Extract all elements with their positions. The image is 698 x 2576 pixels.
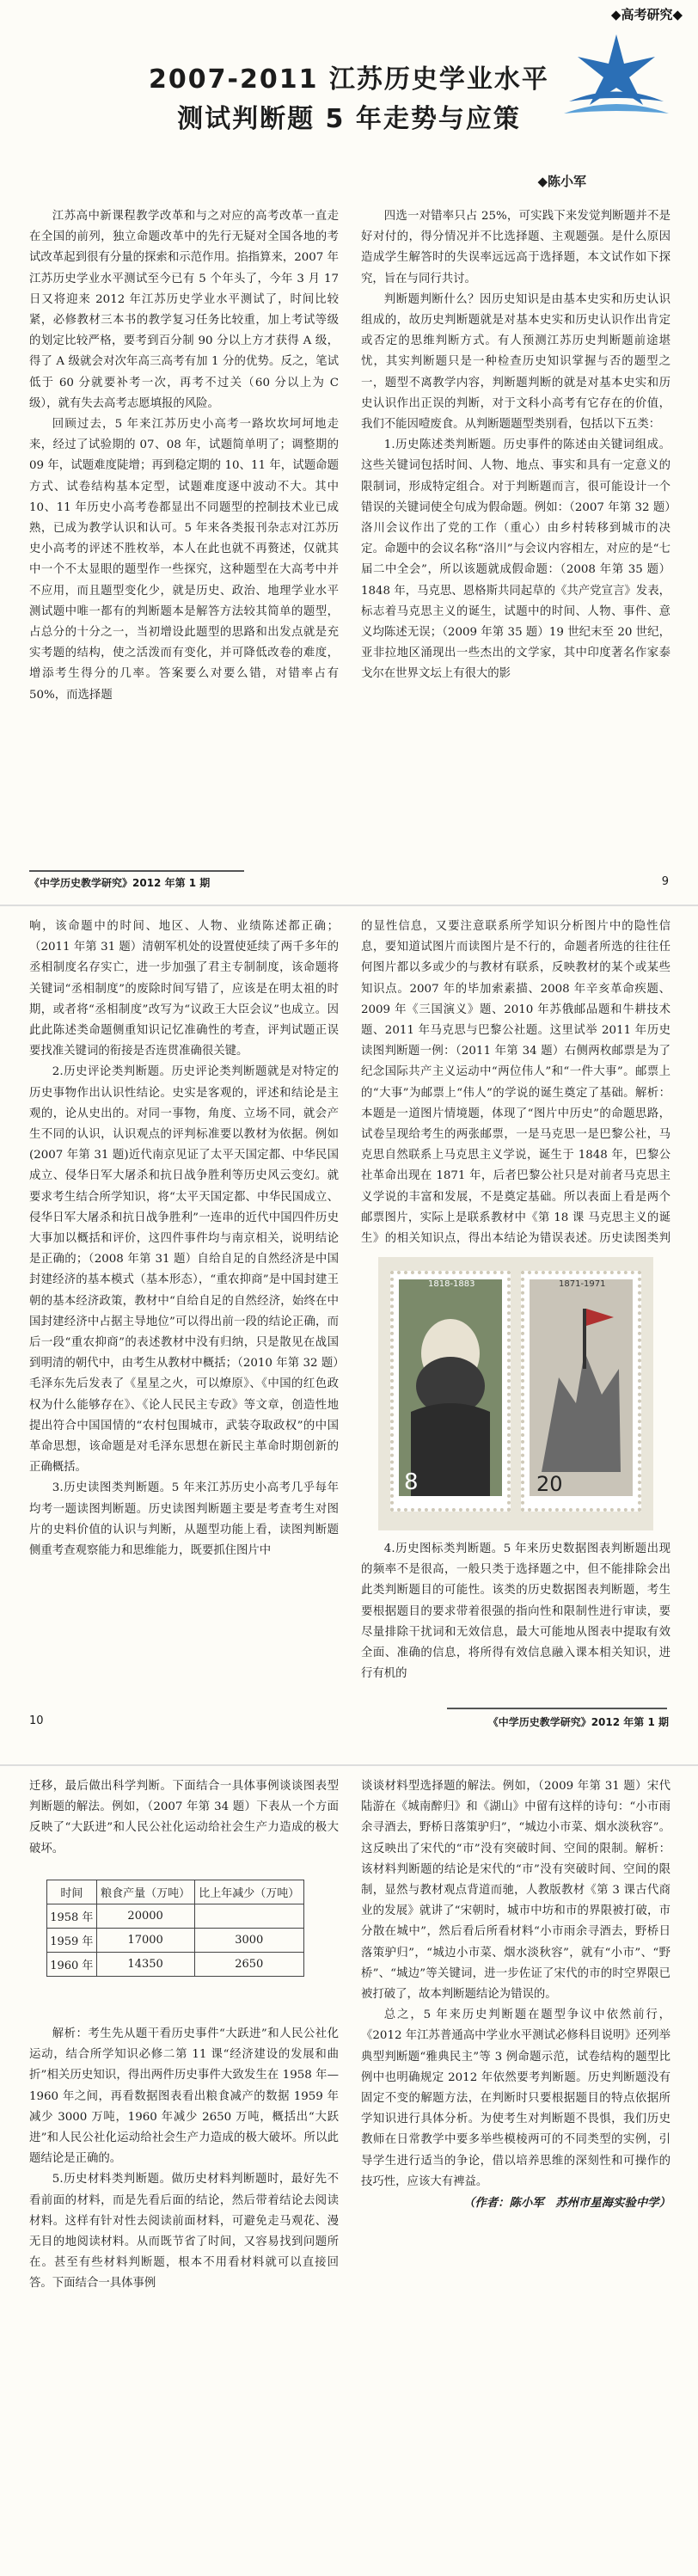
stamp-caption: 1871-1971 — [559, 1279, 606, 1289]
table-row — [47, 1929, 304, 1953]
column-right-bottom — [361, 1539, 670, 1708]
title-line-2: 测试判断题 5 年走势与应策 — [177, 104, 521, 134]
paragraph: 江苏高中新课程教学改革和与之对应的高考改革一直走在全国的前列，独立命题改革中的先行无疑对全国各地的考试改革起到很有分量的探索和示范作用。掐指算来，2007 年江苏历史学业水平测试至今已有 5 个年头了，今年 3 月 17 日又将迎来 2012 年江苏历史学业水平测试了，时间比较紧，必修教材三本书的教学复习任务比较重，加上考试等级的划定比较严格，要考到百分制 90 分以上方才获得 A 级，得了 A 级就会对次年高三高考有加 1 分的优势。反之，笔试低于 60 分就要补考一次，再考不过关（60 分以上为 C 级），就有失去高考志愿填报的风险。 — [29, 210, 339, 410]
column-left-bottom — [29, 2024, 339, 2523]
table-cell — [194, 1904, 303, 1929]
author-byline: ◆陈小军 — [537, 174, 586, 189]
table-cell: 3000 — [194, 1929, 303, 1953]
paragraph: 响，该命题中的时间、地区、人物、业绩陈述都正确；（2011 年第 31 题）清朝军机处的设置使延续了两千多年的丞相制度名存实亡，进一步加强了君主专制制度，该命题将关键词“丞相制度”的废除时间写错了，应该是在明太祖的时期，或者将“丞相制度”改写为“议政王大臣会议”也成立。因此此陈述类命题侧重知识记忆准确性的考查，评判试题正误要找准关键词的衔接是否连贯准确很关键。 — [29, 920, 339, 1058]
table-cell: 1958 年 — [47, 1904, 97, 1929]
column-right — [361, 1776, 670, 2516]
footer-rule — [447, 1708, 667, 1709]
table-cell: 20000 — [96, 1904, 194, 1929]
grain-output-table — [46, 1880, 304, 1977]
page-11 — [0, 1764, 698, 2576]
page-9 — [0, 0, 698, 905]
article-title — [0, 60, 698, 139]
table-cell: 2650 — [194, 1953, 303, 1977]
marx-portrait-icon — [394, 1274, 507, 1508]
page-number: 10 — [29, 1714, 44, 1727]
journal-footer: 《中学历史教学研究》2012 年第 1 期 — [487, 1716, 669, 1728]
paragraph: 判断题判断什么？因历史知识是由基本史实和历史认识组成的，故历史判断题就是对基本史实和历史认识作出肯定或否定的思维判断方式。有人预测江苏历史判断题前途堪忧，其实判断题只是一种检查历史知识掌握与否的题型之一，题型不离教学内容，判断题判断的就是对基本史实和历史认识作出正误的判断，对于文科小高考有它存在的价值，我们不能因噎废食。从判断题题型类别看，包括以下五类： — [361, 292, 670, 432]
column-right-top — [361, 917, 670, 1250]
table-header-row — [47, 1880, 304, 1904]
table-header: 时间 — [47, 1880, 97, 1904]
journal-footer: 《中学历史教学研究》2012 年第 1 期 — [29, 877, 211, 889]
paris-commune-stamp — [521, 1271, 641, 1512]
paragraph: 的显性信息，又要注意联系所学知识分析图片中的隐性信息，要知道试图片而读图片是不行的，命题者所选的往往任何图片都以多或少的与教材有联系，反映教材的某个或某些知识点。2007 年的毕加索素描、2008 年辛亥革命疾题、2009 年《三国演义》题、2010 年苏俄邮品题和牛耕技术题、2011 年马克思与巴黎公社题。这里试举 2011 年历史读图判断题一例：（2011 年第 34 题）右侧两枚邮票是为了纪念国际共产主义运动中“两位伟人”和“一件大事”。邮票上的“大事”为邮票上“伟人”的学说的诞生奠定了基础。解析：本题是一道图片情境题，体现了“图片中历史”的命题思路，试卷呈现给考生的两张邮票，一是马克思一是巴黎公社，马克思自然联系上马克思主义学说，诞生于 1848 年，巴黎公社革命出现在 1871 年，后者巴黎公社只是对前者马克思主义学说的丰富和发展，不是奠定基础。所以表面上看是两个邮票图片，实际上是联系教材中《第 18 课 马克思主义的诞生》的相关知识点，得出本结论为错误表述。历史读图类判 — [361, 920, 670, 1246]
paragraph: 四选一对错率只占 25%，可实践下来发觉判断题并不是好对付的，得分情况并不比选择题、主观题强。是什么原因造成学生解答时的失误率远远高于选择题，本文试作如下探究，旨在与同行共讨。 — [361, 210, 670, 285]
table-cell: 1959 年 — [47, 1929, 97, 1953]
table-row — [47, 1953, 304, 1977]
paragraph: 解析：考生先从题干看历史事件“大跃进”和人民公社化运动，结合所学知识必修二第 11 课“经济建设的发展和曲折”相关历史知识，得出两件历史事件大致发生在 1958 年—1960 年之间，再看数据图表看出粮食减产的数据 1959 年减少 3000 万吨，1960 年减少 2650 万吨，概括出“大跃进”和人民公社化运动给社会生产力造成的极大破坏。所以此题结论是正确的。 — [29, 2027, 339, 2166]
table-row — [47, 1904, 304, 1929]
stamp-figure — [378, 1257, 653, 1530]
page-10 — [0, 905, 698, 1764]
stamp-value: 20 — [536, 1472, 563, 1496]
footer-rule — [29, 870, 244, 872]
paragraph: 总之，5 年来历史判断题在题型争议中依然前行，《2012 年江苏普通高中学业水平测试必修科目说明》还列举典型判断题“雅典民主”等 3 例命题示范，试卷结构的题型比例中也明确规定 2012 年依然要考判断题。历史判断题没有固定不变的解题方法，在判断时只要根据题目的特点依据所学知识进行具体分析。为使考生对判断题不畏惧，我们历史教师在日常教学中要多举些模棱两可的不同类型的实例，引导学生进行适当的争论，借以培养思维的深刻性和可操作的技巧性，应该大有裨益。 — [361, 2009, 670, 2188]
table-cell: 17000 — [96, 1929, 194, 1953]
table-cell: 1960 年 — [47, 1953, 97, 1977]
commune-scene-icon — [524, 1274, 638, 1508]
table-header: 比上年减少（万吨） — [194, 1880, 303, 1904]
author-signature: （作者：陈小军 苏州市星海实验中学） — [462, 2196, 670, 2211]
paragraph: 2.历史评论类判断题。历史评论类判断题就是对特定的历史事物作出认识性结论。史实是客观的，评述和结论是主观的，论从史出的。对同一事物，角度、立场不同，就会产生不同的认识，认识观点的评判标准要以教材为依据。例如(2007 年第 31 题)近代南京见证了太平天国定都、中华民国成立、侵华日军大屠杀和抗日战争胜利等历史风云变幻。就要求考生结合所学知识，将“太平天国定都、中华民国成立、侵华日军大屠杀和抗日战争胜利”一连串的近代中国四件历史大事加以概括和评价，这四件事件均与南京相关，说明结论是正确的；（2008 年第 31 题）自给自足的自然经济是中国封建经济的基本模式（基本形态），“重农抑商”是中国封建王朝的基本经济政策，教材中“自给自足的自然经济，始终在中国封建经济中占据主导地位”可以得出前一段的结论正确，而后一段“重农抑商”的表述教材中没有归纳，只是散见在战国到明清的朝代中，由考生从教材中概括；（2010 年第 32 题）毛泽东先后发表了《星星之火，可以燎原》、《中国的红色政权为什么能够存在》、《论人民民主专政》等文章，创造性地提出符合中国国情的“农村包围城市，武装夺取政权”的中国革命思想，该命题是对毛泽东思想在新民主革命时期创新的正确概括。 — [29, 1065, 339, 1475]
table-cell: 14350 — [96, 1953, 194, 1977]
paragraph: 谈谈材料型选择题的解法。例如，（2009 年第 31 题）宋代陆游在《城南醉归》和《湖山》中留有这样的诗句：“小市雨余寻酒去，野桥日落策驴归”，“城边小市菜、烟水淡秋容”。这反映出了宋代的“市”没有突破时间、空间的限制。解析：该材料判断题的结论是宋代的“市”没有突破时间、空间的限制，显然与教材观点背道而驰，人教版教材《第 3 课古代商业的发展》就讲了“宋朝时，城市中坊和市的界限被打破，市分散在城中”，然后看后所看材料“小市雨余寻酒去，野桥日落策驴归”，“城边小市菜、烟水淡秋容”，就有“小市”、“野桥”、“城边”等关键词，进一步佐证了宋代的市的时空界限已被打破了，故本判断题结论为错误的。 — [361, 1780, 670, 2002]
section-tag: ◆高考研究◆ — [610, 7, 683, 22]
paragraph: 回顾过去，5 年来江苏历史小高考一路坎坎坷坷地走来，经过了试验期的 07、08 年，试题简单明了；调整期的 09 年，试题难度陡增；再到稳定期的 10、11 年，试题命题方式、试卷结构基本定型，试题难度逐中波动不大。其中 10、11 年历史小高考卷都显出不同题型的控制技术业已成熟，已成为教学认识和认可。5 年来各类报刊杂志对江苏历史小高考的评述不胜枚举，本人在此也就不再赘述，仅就其中一个不太显眼的题型作一些探究，这种题型在大高考中并不应用，而且题型变化少，就是历史、政治、地理学业水平测试题中唯一都有的判断题本是解答方法较其简单的题型，占总分的十分之一，当初增设此题型的思路和出发点就是充实考题的结构，使之活泼而有变化，并可降低改卷的难度，增添考生得分的几率。答案要么对要么错，对错率占有 50%，而选择题 — [29, 418, 339, 702]
paragraph: 4.历史图标类判断题。5 年来历史数据图表判断题出现的频率不是很高，一般只类于选择题之中，但不能排除会出此类判断题目的可能性。该类的历史数据图表判断题，考生要根据题目的要求带着很强的指向性和限制性进行审读，要尽量排除干扰词和无效信息，最大可能地从图表中提取有效全面、准确的信息，将所得有效信息融入课本相关知识，进行有机的 — [361, 1543, 670, 1681]
title-line-1: 2007-2011 江苏历史学业水平 — [149, 64, 549, 95]
column-left — [29, 917, 339, 1708]
svg-text:8: 8 — [404, 1469, 419, 1495]
stamp-caption: 1818-1883 — [428, 1279, 475, 1289]
paragraph: 1.历史陈述类判断题。历史事件的陈述由关键词组成。这些关键词包括时间、人物、地点、事实和具有一定意义的限制词，形成特定组合。对于判断题而言，很可能设计一个错误的关键词使全句成为假命题。例如：（2007 年第 32 题）洛川会议作出了党的工作（重心）由乡村转移到城市的决定。命题中的会议名称“洛川”与会议内容相左，对应的是“七届二中全会”，所以该题就成假命题：（2008 年第 35 题）1848 年，马克思、恩格斯共同起草的《共产党宣言》发表，标志着马克思主义的诞生，试题中的时间、人物、事件、意义均陈述无误；（2009 年第 35 题）19 世纪末至 20 世纪，亚非拉地区涌现出一些杰出的文学家，其中印度著名作家泰戈尔在世界文坛上有很大的影 — [361, 439, 670, 681]
page-number: 9 — [661, 875, 669, 888]
paragraph: 迁移，最后做出科学判断。下面结合一具体事例谈谈图表型判断题的解法。例如，（2007 年第 34 题）下表从一个方面反映了“大跃进”和人民公社化运动给社会生产力造成的极大破坏。 — [29, 1780, 339, 1855]
paragraph: 3.历史读图类判断题。5 年来江苏历史小高考几乎每年均考一题读图判断题。历史读图判断题主要是考查考生对图片的史料价值的认识与判断，从题型功能上看，读图判断题侧重考查观察能力和思维能力，既要抓住图片中 — [29, 1481, 339, 1558]
column-right — [361, 206, 670, 860]
column-left-top — [29, 1776, 339, 1873]
column-left — [29, 206, 339, 860]
table-header: 粮食产量（万吨） — [96, 1880, 194, 1904]
paragraph: 5.历史材料类判断题。做历史材料判断题时，最好先不看前面的材料，而是先看后面的结论，然后带着结论去阅读材料。这样有针对性去阅读前面材料，可避免走马观花、漫无目的地阅读材料。从而既节省了时间，又容易找到问题所在。甚至有些材料判断题，根本不用看材料就可以直接回答。下面结合一具体事例 — [29, 2173, 339, 2291]
marx-stamp — [390, 1271, 511, 1512]
